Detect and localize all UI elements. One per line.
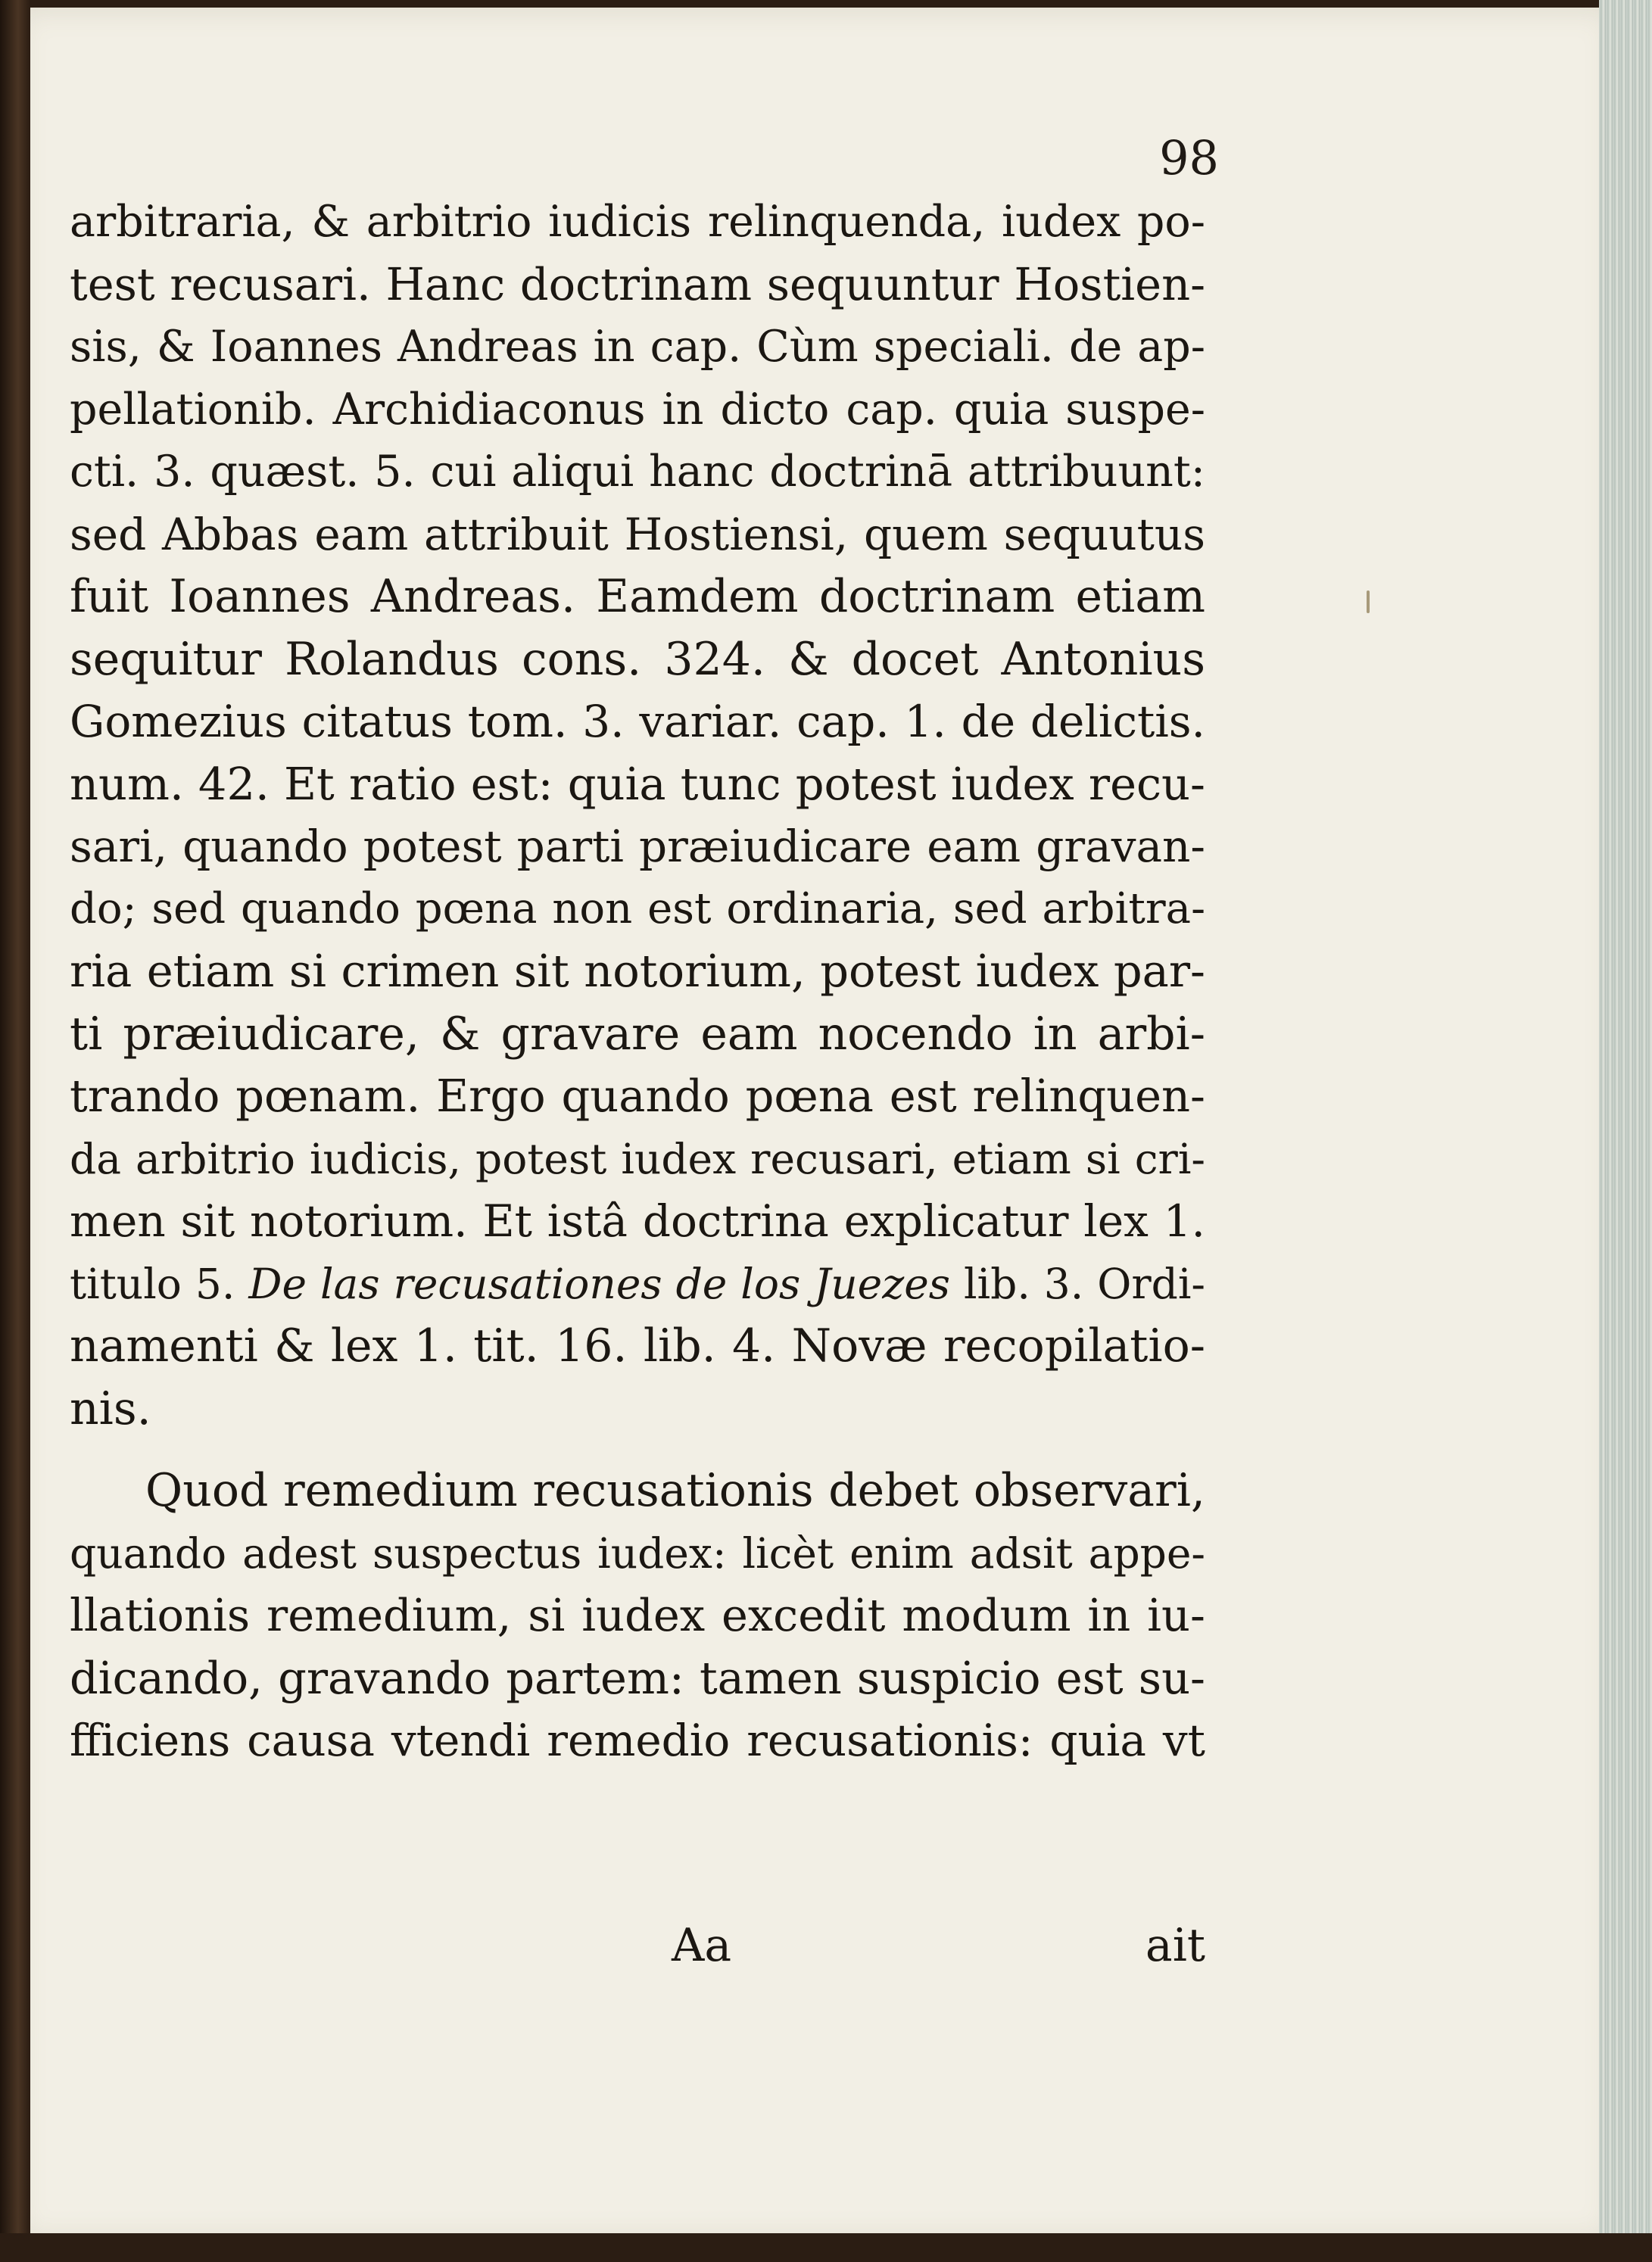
text-line: ti præiudicare, & gravare eam nocendo in arbi-	[70, 1007, 1205, 1061]
scan-background-bottom	[0, 2233, 1652, 2262]
text-line: llationis remedium, si iudex excedit modum in iu-	[70, 1589, 1205, 1641]
text-line: dicando, gravando partem: tamen suspicio est su-	[70, 1651, 1205, 1704]
paragraph-gap	[70, 1440, 1205, 1460]
text-line: test recusari. Hanc doctrinam sequuntur Hostien-	[70, 257, 1205, 310]
paper-stain	[1367, 590, 1370, 613]
book-binding	[0, 0, 30, 2262]
text-line: namenti & lex 1. tit. 16. lib. 4. Novæ recopilatio-	[70, 1320, 1205, 1372]
text-line: ria etiam si crimen sit notorium, potest iudex par-	[70, 945, 1205, 997]
text-line: sari, quando potest parti præiudicare eam gravan-	[70, 821, 1205, 872]
text-line: num. 42. Et ratio est: quia tunc potest iudex recu-	[70, 757, 1205, 810]
page-fore-edge	[1599, 0, 1652, 2262]
text-line: cti. 3. quæst. 5. cui aliqui hanc doctrinā attribuunt:	[70, 447, 1205, 497]
text-line: fuit Ioannes Andreas. Eamdem doctrinam etiam	[70, 570, 1205, 623]
text-line: sequitur Rolandus cons. 324. & docet Antonius	[70, 632, 1205, 686]
text-line: nis.	[70, 1382, 151, 1435]
text-run: titulo 5.	[70, 1259, 249, 1308]
text-line: arbitraria, & arbitrio iudicis relinquenda, iudex po-	[70, 197, 1205, 247]
signature-mark: Aa	[672, 1919, 732, 1972]
text-block	[70, 191, 1205, 1772]
page-number: 98	[1159, 130, 1219, 185]
text-line: fficiens causa vtendi remedio recusationis: quia vt	[70, 1715, 1205, 1766]
text-line: da arbitrio iudicis, potest iudex recusari, etiam si cri-	[70, 1134, 1205, 1183]
text-line: sed Abbas eam attribuit Hostiensi, quem sequutus	[70, 508, 1205, 560]
text-line: trando pœnam. Ergo quando pœna est relinquen-	[70, 1070, 1205, 1122]
text-line: quando adest suspectus iudex: licèt enim adsit appe-	[70, 1528, 1205, 1578]
paragraph-1	[70, 191, 1205, 1440]
italic-title: De las recusationes de los Juezes	[248, 1259, 950, 1308]
text-line: pellationib. Archidiaconus in dicto cap. quia suspe-	[70, 384, 1205, 435]
text-run: lib. 3. Ordi-	[949, 1259, 1205, 1308]
text-line: Quod remedium recusationis debet observari,	[145, 1464, 1205, 1517]
text-line: Gomezius citatus tom. 3. variar. cap. 1. de delictis.	[70, 696, 1205, 747]
text-line: do; sed quando pœna non est ordinaria, sed arbitra-	[70, 883, 1205, 933]
text-line: men sit notorium. Et istâ doctrina explicatur lex 1.	[70, 1195, 1205, 1247]
text-line: sis, & Ioannes Andreas in cap. Cùm speciali. de ap-	[70, 322, 1205, 372]
catchword: ait	[1145, 1919, 1205, 1972]
page-footer	[70, 1911, 1205, 1980]
paragraph-2	[70, 1460, 1205, 1772]
text-line-with-italic	[70, 1253, 1205, 1316]
